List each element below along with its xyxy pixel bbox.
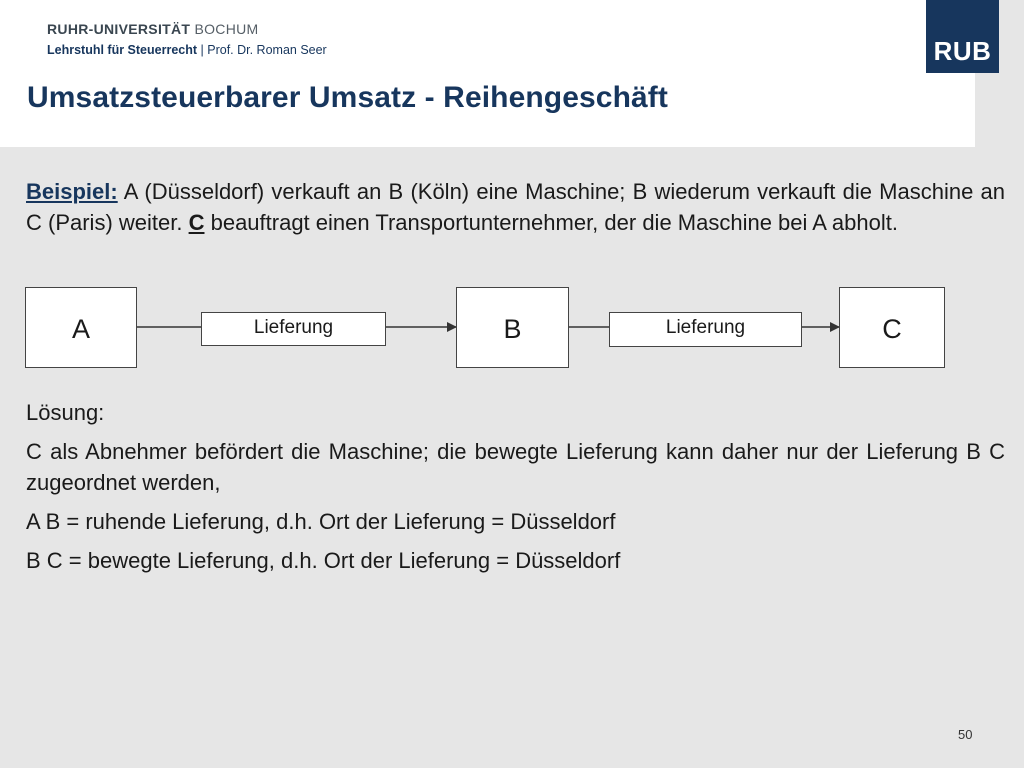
chair-name: Lehrstuhl für Steuerrecht: [47, 43, 198, 57]
rub-logo-text: RUB: [933, 36, 992, 66]
example-text-part2: beauftragt einen Transportunternehmer, der die Maschine bei A abholt.: [204, 210, 898, 235]
rub-logo: [926, 0, 999, 73]
solution-line-2: A B = ruhende Lieferung, d.h. Ort der Lieferung = Düsseldorf: [26, 509, 616, 534]
page-number: 50: [958, 727, 973, 742]
edge-label-b-c: Lieferung: [609, 312, 802, 347]
page-title: Umsatzsteuerbarer Umsatz - Reihengeschäft: [27, 81, 668, 114]
edge-label-a-b: Lieferung: [201, 312, 386, 346]
solution-line-3: B C = bewegte Lieferung, d.h. Ort der Lieferung = Düsseldorf: [26, 548, 621, 573]
example-text-part1: A (Düsseldorf) verkauft an B (Köln) eine Maschine; B wiederum verkauft die Maschine an C (Paris) weiter.: [26, 179, 1005, 235]
node-a: A: [25, 287, 137, 368]
university-name-city: BOCHUM: [194, 21, 259, 37]
example-c-letter: C: [188, 210, 205, 235]
solution-section: [26, 397, 1005, 584]
chair-line: [47, 43, 327, 57]
node-c: C: [839, 287, 945, 368]
example-lead: Beispiel:: [26, 179, 118, 204]
slide-header: [0, 0, 975, 147]
university-name-bold: RUHR-UNIVERSITÄT: [47, 21, 191, 37]
professor-name: | Prof. Dr. Roman Seer: [200, 43, 327, 57]
node-b: B: [456, 287, 569, 368]
solution-heading: Lösung:: [26, 400, 105, 425]
solution-line-1: C als Abnehmer befördert die Maschine; die bewegte Lieferung kann daher nur der Lieferung B C zugeordnet werden,: [26, 439, 1005, 495]
example-paragraph: [26, 176, 1005, 238]
university-name: [47, 21, 258, 37]
